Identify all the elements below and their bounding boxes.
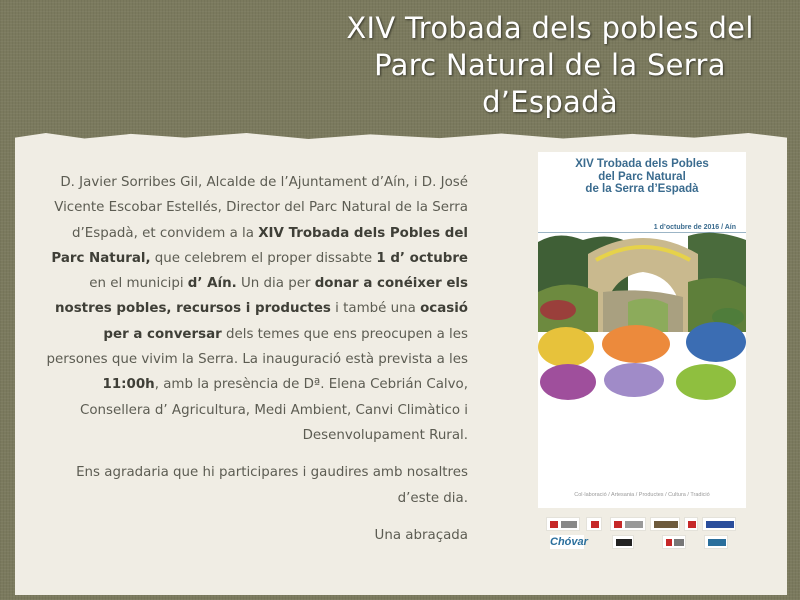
title-line-2: Parc Natural de la Serra <box>374 48 726 82</box>
sponsor-logo <box>610 517 646 531</box>
event-poster <box>538 152 746 508</box>
letter-bold: d’ Aín. <box>187 276 237 292</box>
sponsor-logo <box>662 535 686 549</box>
closing-paragraph: Ens agradaria que hi participares i gaudires amb nosaltres d’este dia. <box>76 465 468 506</box>
sponsor-logo <box>650 517 680 531</box>
sponsor-logo <box>612 535 634 549</box>
letter-bold: XIV Trobada dels Pobles del Parc Natural, <box>51 225 468 266</box>
letter-text: Un dia per <box>236 276 315 292</box>
poster-title <box>538 158 746 196</box>
invitation-letter <box>40 170 468 548</box>
page-title <box>300 10 800 121</box>
letter-bold: ocasió per a conversar <box>103 301 468 342</box>
title-line-1: XIV Trobada dels pobles del <box>346 11 754 45</box>
sponsor-logo <box>586 517 602 531</box>
poster-date: 1 d’octubre de 2016 / Aín <box>653 224 736 231</box>
poster-footer: Col·laboració / Artesania / Productes / Cultura / Tradició <box>574 492 710 498</box>
sponsor-logo <box>704 535 728 549</box>
signoff: Una abraçada <box>374 527 468 543</box>
poster-title-line: de la Serra d’Espadà <box>585 183 699 195</box>
invitation-paragraph <box>40 170 468 448</box>
sponsor-logo <box>702 517 736 531</box>
poster-title-line: del Parc Natural <box>598 170 686 183</box>
letter-text: que celebrem el proper dissabte <box>150 250 377 266</box>
letter-bold: donar a conéixer els nostres pobles, recursos i productes <box>54 276 468 317</box>
letter-bold: 1 d’ octubre <box>376 250 468 266</box>
choval-logo: Chóvar <box>550 536 588 548</box>
poster-title-line: XIV Trobada dels Pobles <box>575 158 709 170</box>
sponsor-logo <box>546 517 580 531</box>
letter-bold: 11:00h <box>102 377 155 393</box>
letter-text: , amb la presència de Dª. Elena Cebrián Calvo, Consellera d’ Agricultura, Medi Ambient, Canvi Climàtico i Desenvolupament Rural. <box>80 377 468 443</box>
letter-text: D. Javier Sorribes Gil, Alcalde de l’Ajuntament d’Aín, i D. José Vicente Escobar Estellés, Director del Parc Natural de la Serra d’Espadà, et convidem a la <box>54 175 468 241</box>
title-line-3: d’Espadà <box>482 85 618 119</box>
letter-text: dels temes que ens preocupen a les persones que vivim la Serra. La inauguració està prevista a les <box>46 326 468 368</box>
poster-illustration <box>538 232 746 402</box>
letter-text: en el municipi <box>89 276 188 292</box>
sponsor-logos <box>540 515 740 551</box>
letter-text: i també una <box>330 301 421 317</box>
sponsor-logo <box>684 517 698 531</box>
